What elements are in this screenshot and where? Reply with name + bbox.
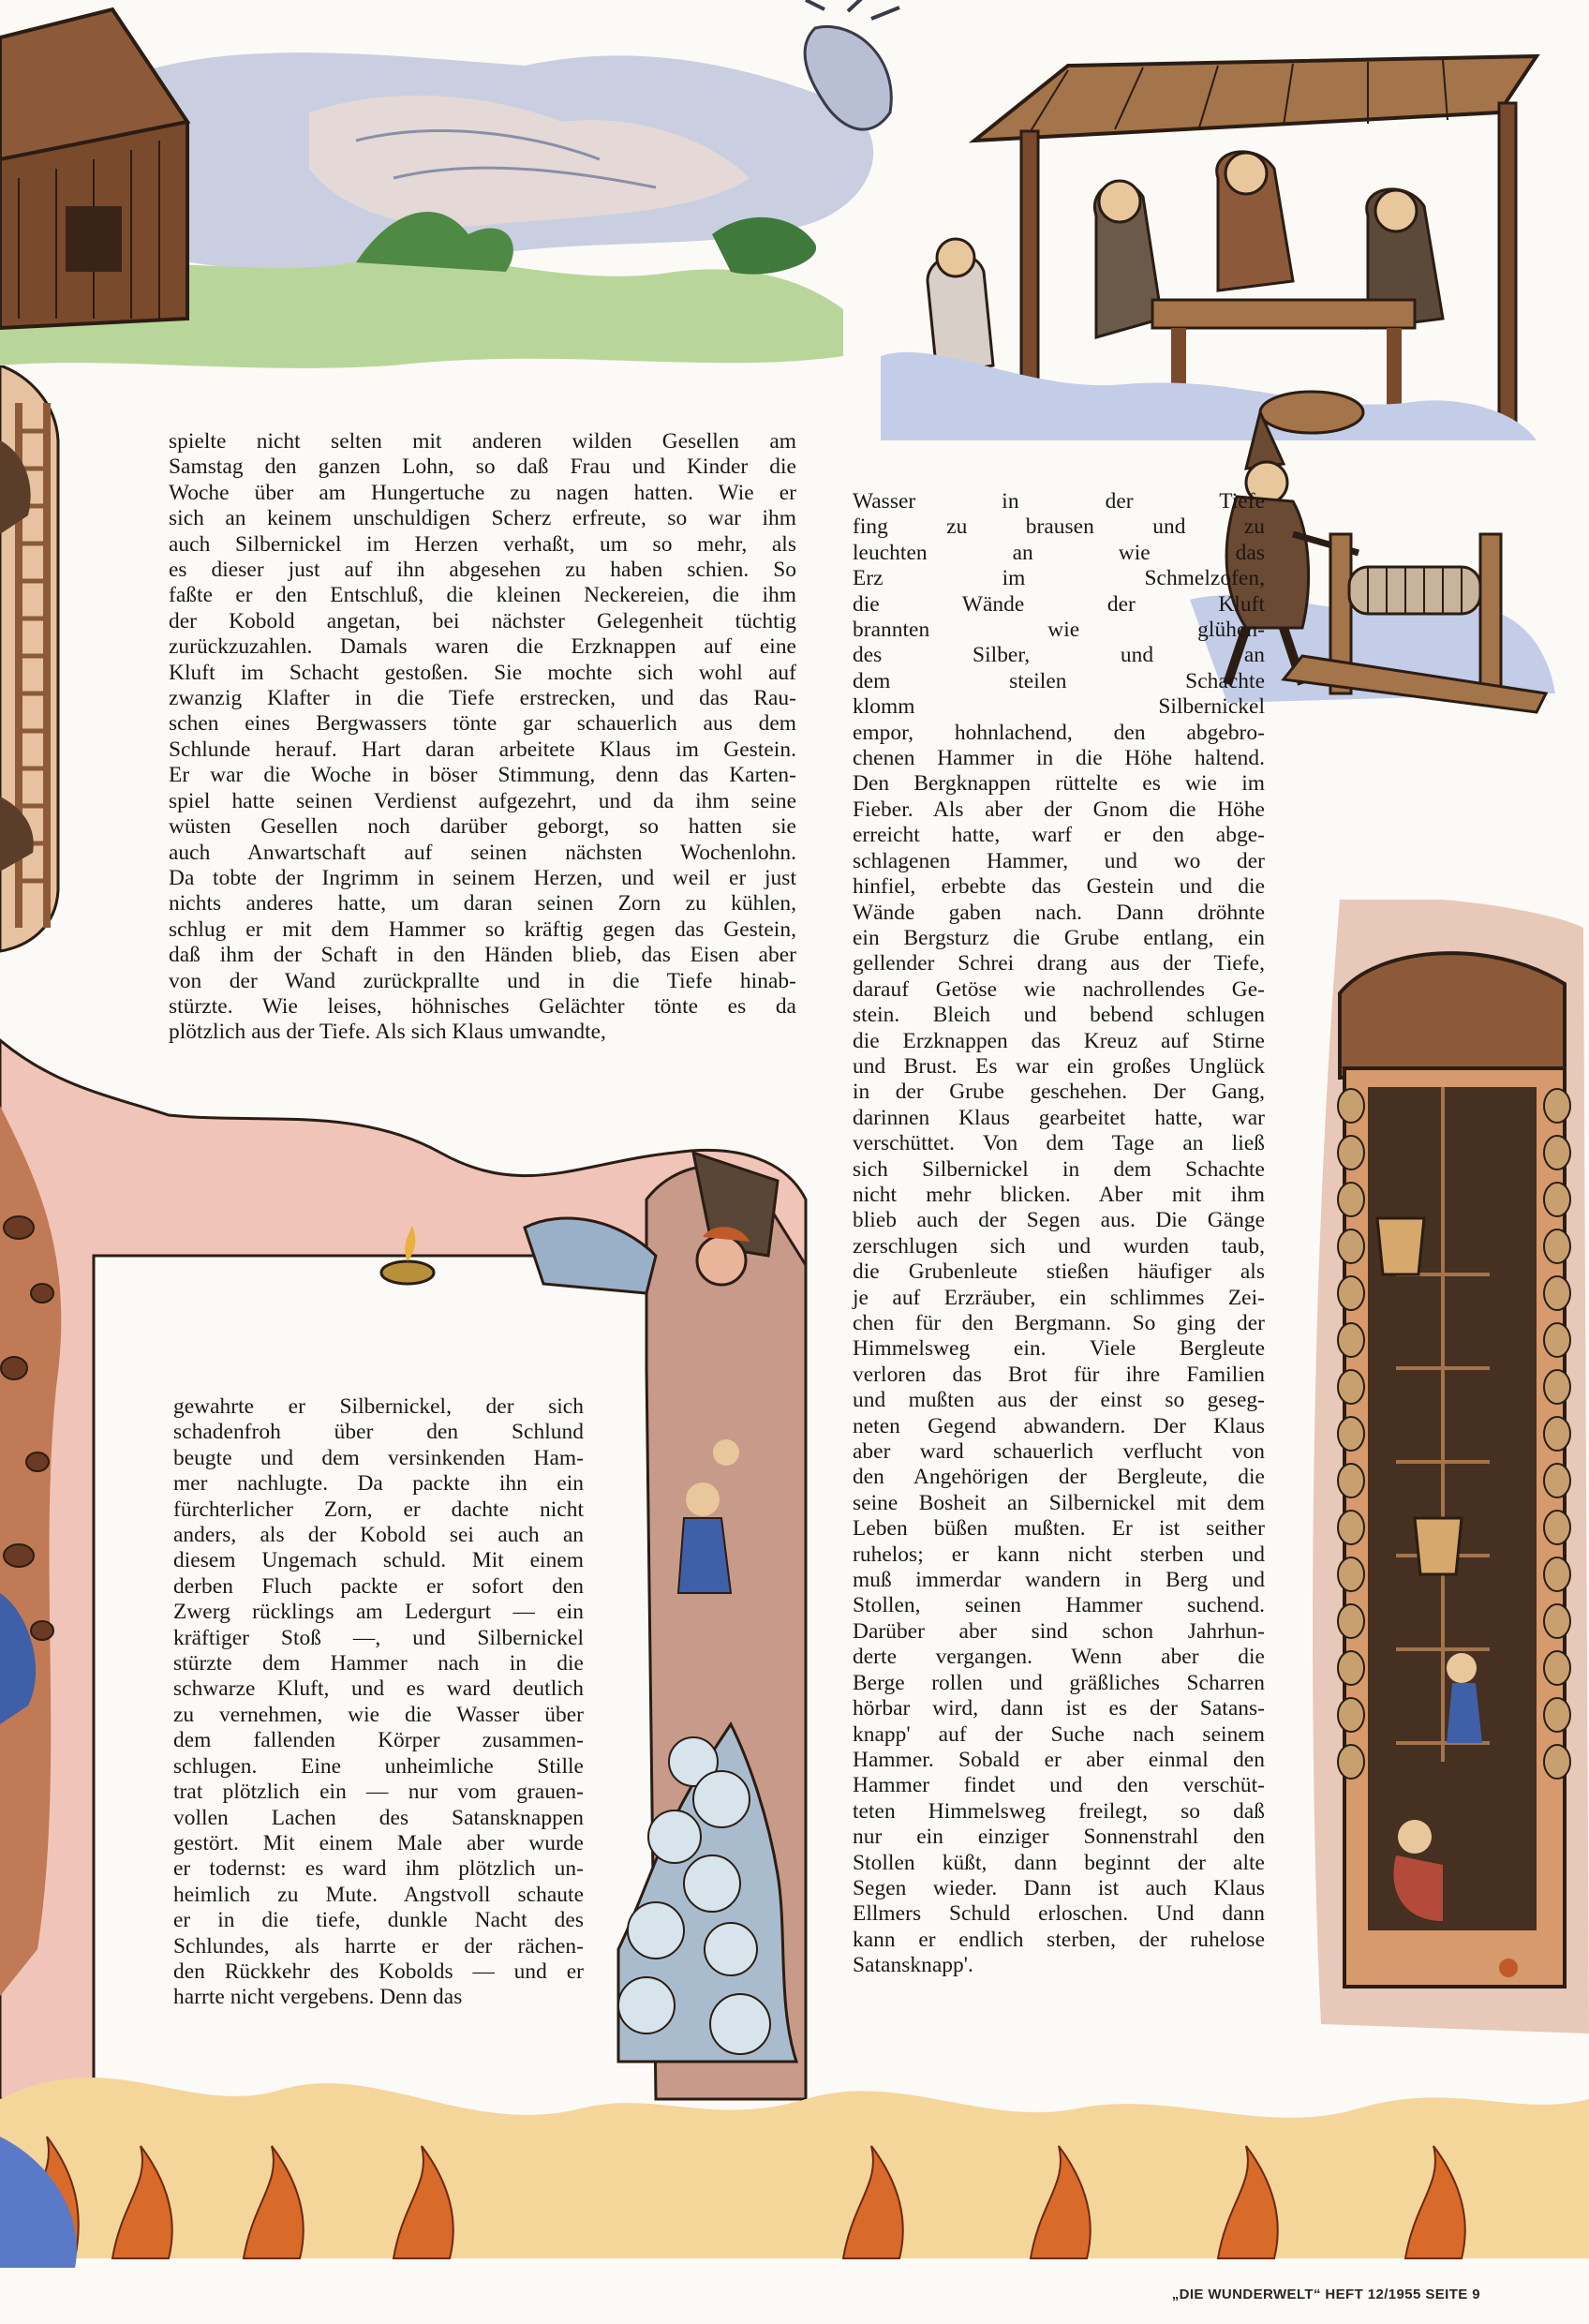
text-line: und Brust. Es war ein großes Unglück xyxy=(853,1053,1265,1079)
left-ladder-illustration xyxy=(0,365,66,956)
text-line: ein Bergsturz die Grube entlang, ein xyxy=(853,925,1265,950)
text-line: gewahrte er Silbernickel, der sich xyxy=(173,1394,584,1419)
page-footer: „DIE WUNDERWELT“ HEFT 12/1955 SEITE 9 xyxy=(1171,2287,1480,2302)
text-line: er in die tiefe, dunkle Nacht des xyxy=(173,1908,584,1933)
text-line: sich Silbernickel in dem Schachte xyxy=(853,1156,1265,1182)
text-line: Woche über am Hungertuche zu nagen hatten. Wie er xyxy=(169,480,796,505)
text-line: vollen Lachen des Satansknappen xyxy=(173,1805,584,1830)
text-line: Samstag den ganzen Lohn, so daß Frau und Kinder die xyxy=(169,454,796,480)
text-line: beugte und dem versinkenden Ham- xyxy=(173,1445,584,1470)
text-line: leuchten an wie das xyxy=(853,540,1265,565)
text-line: stürzte. Wie leises, höhnisches Gelächter tönte es da xyxy=(169,993,796,1019)
text-line: heimlich zu Mute. Angstvoll schaute xyxy=(173,1882,584,1907)
text-line: die Erzknappen das Kreuz auf Stirne xyxy=(853,1028,1265,1053)
text-line: Leben büßen mußten. Er ist seither xyxy=(853,1516,1265,1542)
text-line: hinfiel, erbebte das Gestein und die xyxy=(853,874,1265,900)
text-line: teten Himmelsweg freilegt, so daß xyxy=(853,1798,1265,1824)
text-line: Den Bergknappen rüttelte es wie im xyxy=(853,771,1265,797)
text-line: chen für den Bergmann. So ging der xyxy=(853,1311,1265,1335)
text-line: spiel hatte seinen Verdienst aufgezehrt, und da ihm seine xyxy=(169,788,796,813)
text-line: Hammer. Sobald er aber einmal den xyxy=(853,1747,1265,1772)
text-line: Er war die Woche in böser Stimmung, denn das Karten- xyxy=(169,763,796,788)
text-line: fing zu brausen und zu xyxy=(853,514,1265,540)
text-line: muß immerdar wandern in Berg und xyxy=(853,1568,1265,1593)
text-line: faßte er den Entschluß, die kleinen Neckereien, die ihm xyxy=(169,583,796,608)
text-line: Berge rollen und gräßliches Scharren xyxy=(853,1670,1265,1695)
text-line: schlagenen Hammer, und wo der xyxy=(853,848,1265,873)
text-line: stürzte dem Hammer nach in die xyxy=(173,1651,584,1676)
text-line: diesem Ungemach schuld. Mit einem xyxy=(173,1548,584,1573)
text-line: empor, hohnlachend, den abgebro- xyxy=(853,720,1265,745)
text-line: nur ein einziger Sonnenstrahl den xyxy=(853,1825,1265,1850)
text-line: hörbar wird, dann ist es der Satans- xyxy=(853,1696,1265,1721)
text-line: darauf Getöse wie nachrollendes Ge- xyxy=(853,976,1265,1002)
text-line: klomm Silbernickel xyxy=(853,694,1265,720)
text-line: den Angehörigen der Bergleute, die xyxy=(853,1465,1265,1490)
text-line: ruhelos; er kann nicht sterben und xyxy=(853,1542,1265,1567)
text-line: kräftiger Stoß —, und Silbernickel xyxy=(173,1625,584,1650)
text-line: dem fallenden Körper zusammen- xyxy=(173,1728,584,1753)
text-line: Erz im Schmelzofen, xyxy=(853,566,1265,591)
text-line: daß ihm der Schaft in den Händen blieb, das Eisen aber xyxy=(169,943,796,968)
text-line: Wände gaben nach. Dann dröhnte xyxy=(853,900,1265,925)
text-line: plötzlich aus der Tiefe. Als sich Klaus umwandte, xyxy=(169,1020,606,1045)
text-line: sich an keinem unschuldigen Scherz erfreute, so war ihm xyxy=(169,506,796,531)
text-line: Stollen küßt, dann beginnt der alte xyxy=(853,1850,1265,1875)
text-line: zwanzig Klafter in die Tiefe erstrecken, und das Rau- xyxy=(169,686,796,711)
text-line: Zwerg rücklings am Ledergurt — ein xyxy=(173,1600,584,1625)
text-line: wüsten Gesellen noch darüber geborgt, so hatten sie xyxy=(169,814,796,840)
text-line: zurückzuzahlen. Damals waren die Erzknappen auf eine xyxy=(169,634,796,660)
text-line: je auf Erzräuber, ein schlimmes Zei- xyxy=(853,1285,1265,1310)
text-line: knapp' auf der Suche nach seinem xyxy=(853,1721,1265,1747)
text-line: Himmelsweg ein. Viele Bergleute xyxy=(853,1336,1265,1362)
text-line: die Grubenleute stießen häufiger als xyxy=(853,1259,1265,1285)
text-line: verloren das Brot für ihre Familien xyxy=(853,1362,1265,1387)
text-line: spielte nicht selten mit anderen wilden Gesellen am xyxy=(169,429,796,454)
text-line: auch Silbernickel im Herzen verhaßt, um so mehr, als xyxy=(169,531,796,557)
text-line: derben Fluch packte er sofort den xyxy=(173,1573,584,1599)
text-line: derte vergangen. Wenn aber die xyxy=(853,1645,1265,1670)
text-line: die Wände der Kluft xyxy=(853,591,1265,617)
text-line: chenen Hammer in die Höhe haltend. xyxy=(853,746,1265,771)
text-line: dem steilen Schachte xyxy=(853,668,1265,693)
text-column-left-top xyxy=(169,429,796,1046)
text-line: darinnen Klaus gearbeitet hatte, war xyxy=(853,1105,1265,1130)
text-line: blieb auch der Segen aus. Die Gänge xyxy=(853,1208,1265,1233)
text-line: Da tobte der Ingrimm in seinem Herzen, und weil er just xyxy=(169,865,796,890)
text-line: Hammer findet und den verschüt- xyxy=(853,1773,1265,1798)
text-line: Schlunde herauf. Hart daran arbeitete Klaus im Gestein. xyxy=(169,737,796,762)
text-line: stein. Bleich und bebend schlugen xyxy=(853,1003,1265,1028)
text-line: in der Grube geschehen. Der Gang, xyxy=(853,1080,1265,1105)
text-line: schlugen. Eine unheimliche Stille xyxy=(173,1753,584,1779)
top-landscape-illustration xyxy=(0,0,1589,440)
text-line: Ellmers Schuld erloschen. Und dann xyxy=(853,1901,1265,1927)
text-line: erreicht hatte, warf er den abge- xyxy=(853,823,1265,848)
text-line: fürchterlicher Zorn, er dachte nicht xyxy=(173,1497,584,1522)
text-line: gestört. Mit einem Male aber wurde xyxy=(173,1830,584,1855)
text-line: Schlundes, als harrte er der rächen- xyxy=(173,1933,584,1959)
text-line: Satansknapp'. xyxy=(853,1953,973,1978)
text-line: Darüber aber sind schon Jahrhun- xyxy=(853,1618,1265,1644)
text-line: schlug er mit dem Hammer so kräftig gegen das Gestein, xyxy=(169,916,796,942)
text-line: aber ward schauerlich verflucht von xyxy=(853,1439,1265,1465)
text-line: Stollen, seinen Hammer suchend. xyxy=(853,1593,1265,1618)
text-line: auch Anwartschaft auf seinen nächsten Wochenlohn. xyxy=(169,840,796,865)
text-line: Segen wieder. Dann ist auch Klaus xyxy=(853,1875,1265,1900)
text-line: harrte nicht vergebens. Denn das xyxy=(173,1985,463,2010)
text-line: er todernst: es ward ihm plötzlich un- xyxy=(173,1856,584,1882)
text-column-left-bottom xyxy=(173,1394,584,2011)
text-line: nichts anderes hatte, um daran seinen Zorn zu kühlen, xyxy=(169,891,796,916)
text-line: und mußten aus der einst so geseg- xyxy=(853,1388,1265,1413)
text-line: kann er endlich sterben, der ruhelose xyxy=(853,1927,1265,1952)
text-line: Wasser in der Tiefe xyxy=(853,489,1265,514)
text-line: gellender Schrei drang aus der Tiefe, xyxy=(853,951,1265,976)
text-line: zu vernehmen, wie die Wasser über xyxy=(173,1702,584,1727)
text-line: den Rückkehr des Kobolds — und er xyxy=(173,1959,584,1984)
text-line: nicht mehr blicken. Aber mit ihm xyxy=(853,1182,1265,1207)
text-line: mer nachlugte. Da packte ihn ein xyxy=(173,1471,584,1497)
text-line: seine Bosheit an Silbernickel mit dem xyxy=(853,1490,1265,1515)
text-line: es dieser just auf ihn abgesehen zu haben schien. So xyxy=(169,558,796,583)
text-line: trat plötzlich ein — nur vom grauen- xyxy=(173,1780,584,1805)
text-line: verschüttet. Von dem Tage an ließ xyxy=(853,1131,1265,1156)
text-line: Kluft im Schacht gestoßen. Sie mochte sich wohl auf xyxy=(169,660,796,685)
text-line: schadenfroh über den Schlund xyxy=(173,1420,584,1445)
text-line: neten Gegend abwandern. Der Klaus xyxy=(853,1413,1265,1438)
text-line: brannten wie glühen- xyxy=(853,618,1265,643)
text-line: schwarze Kluft, und es ward deutlich xyxy=(173,1676,584,1702)
text-column-right xyxy=(853,489,1265,1979)
text-line: Fieber. Als aber der Gnom die Höhe xyxy=(853,797,1265,822)
text-line: schen eines Bergwassers tönte gar schauerlich aus dem xyxy=(169,711,796,737)
text-line: des Silber, und an xyxy=(853,643,1265,668)
text-line: anders, als der Kobold sei auch an xyxy=(173,1523,584,1548)
text-line: von der Wand zurückprallte und in die Tiefe hinab- xyxy=(169,968,796,993)
text-line: der Kobold angetan, bei nächster Gelegenheit tüchtig xyxy=(169,608,796,633)
text-line: zerschlugen sich und wurden taub, xyxy=(853,1233,1265,1259)
